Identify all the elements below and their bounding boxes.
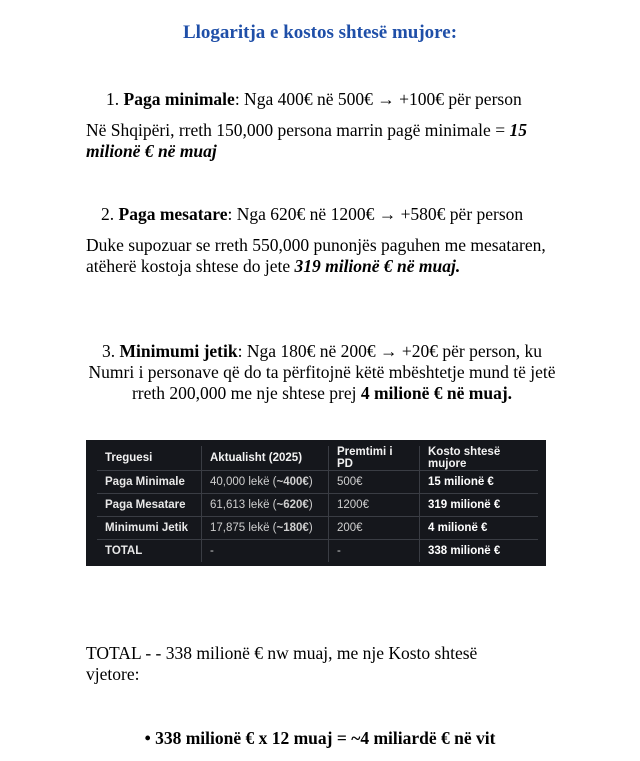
section-3-paragraph [82, 341, 562, 404]
row-promise: 500€ [329, 471, 420, 494]
section-2-para-text: Duke supozuar se rreth 550,000 punonjës paguhen me mesataren, atëherë kostoja shtese do jete [86, 235, 546, 276]
table-header-row [97, 446, 538, 471]
section-3-text: : Nga 180€ në 200€ → +20€ për person, ku Numri i personave që do ta përfitojnë këtë mbështetje mund të jetë rreth 200,000 me nje shtese prej [88, 341, 556, 403]
annual-cost-bullet: • 338 milionë € x 12 muaj = ~4 miliardë € në vit [144, 728, 496, 748]
section-3-emph: 4 milionë € në muaj. [360, 383, 513, 403]
section-2-label: Paga mesatare [118, 204, 228, 224]
table-row [97, 471, 538, 494]
section-2-text: : Nga 620€ në 1200€ → +580€ për person [227, 204, 524, 224]
section-2-heading [101, 204, 523, 225]
header-current: Aktualisht (2025) [202, 446, 329, 471]
section-1-label: Paga minimale [123, 89, 235, 109]
row-indicator: Paga Mesatare [97, 494, 202, 517]
row-promise: 1200€ [329, 494, 420, 517]
row-cost: 338 milionë € [420, 540, 539, 563]
header-promise: Premtimi i PD [329, 446, 420, 471]
row-indicator: Minimumi Jetik [97, 517, 202, 540]
row-indicator: Paga Minimale [97, 471, 202, 494]
total-paragraph: TOTAL - - 338 milionë € nw muaj, me nje Kosto shtesë vjetore: [86, 643, 478, 684]
section-1-heading [106, 89, 522, 110]
table-row [97, 540, 538, 563]
section-1-number: 1. [106, 89, 120, 109]
section-1-paragraph [86, 120, 566, 162]
section-3-number: 3. [101, 341, 116, 361]
table-row [97, 517, 538, 540]
section-3-label: Minimumi jetik [119, 341, 238, 361]
section-1-para-emph: 15 milionë € në muaj [86, 120, 527, 161]
row-current: 61,613 lekë (~620€) [202, 494, 329, 517]
document-title: Llogaritja e kostos shtesë mujore: [182, 22, 458, 43]
cost-table-image [86, 440, 546, 566]
section-1-text: : Nga 400€ në 500€ → +100€ për person [234, 89, 522, 109]
table-row [97, 494, 538, 517]
row-promise: - [329, 540, 420, 563]
row-cost: 15 milionë € [420, 471, 539, 494]
section-1-para-text: Në Shqipëri, rreth 150,000 persona marrin pagë minimale = [86, 120, 510, 140]
cost-table [97, 446, 538, 562]
section-2-paragraph [86, 235, 546, 277]
row-cost: 319 milionë € [420, 494, 539, 517]
header-indicator: Treguesi [97, 446, 202, 471]
section-2-para-emph: 319 milionë € në muaj. [294, 256, 461, 276]
header-cost: Kosto shtesë mujore [420, 446, 539, 471]
row-promise: 200€ [329, 517, 420, 540]
section-2-number: 2. [101, 204, 115, 224]
row-current: 17,875 lekë (~180€) [202, 517, 329, 540]
row-cost: 4 milionë € [420, 517, 539, 540]
row-current: - [202, 540, 329, 563]
row-indicator: TOTAL [105, 545, 143, 557]
row-current: 40,000 lekë (~400€) [202, 471, 329, 494]
